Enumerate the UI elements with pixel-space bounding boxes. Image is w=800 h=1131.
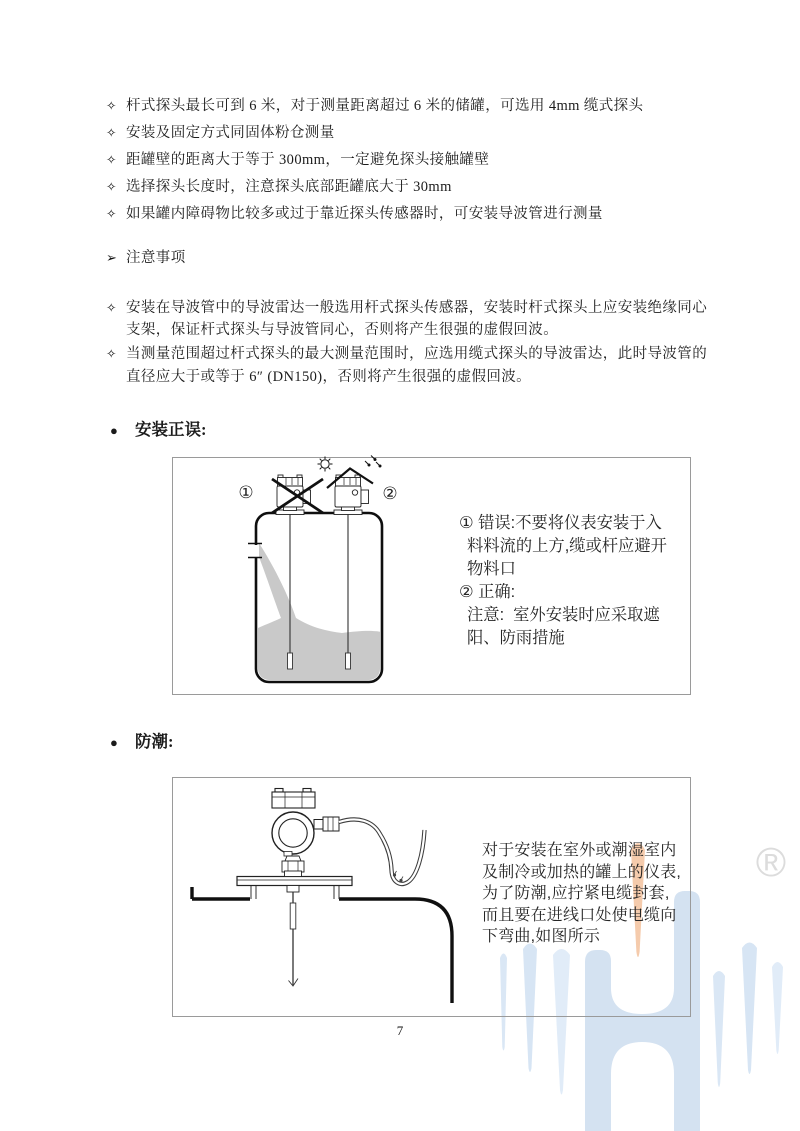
section-heading-moisture	[110, 728, 174, 752]
bullet-item	[106, 121, 335, 142]
diamond-bullet-icon: ✧	[106, 347, 117, 361]
annotation-line: 注意: 室外安装时应采取遮	[467, 606, 660, 624]
watermark-bar	[772, 962, 783, 1054]
bullet-text: 安装及固定方式同固体粉仓测量	[126, 125, 335, 141]
bullet-text: 选择探头长度时，注意探头底部距罐底大于 30mm	[126, 179, 452, 195]
bullet-item	[106, 175, 452, 196]
install-diagram-annotation	[459, 512, 667, 650]
annotation-line: ② 正确:	[459, 583, 516, 601]
watermark-bar	[742, 943, 757, 1075]
annotation-line: 阳、防雨措施	[467, 629, 565, 647]
probe-sleeve	[290, 903, 296, 929]
bullet-text: 距罐壁的距离大于等于 300mm，一定避免探头接触罐壁	[126, 152, 490, 168]
annotation-line: 料料流的上方,缆或杆应避开	[467, 537, 667, 555]
bullet-text: 支架，保证杆式探头与导波管同心，否则将产生很强的虚假回波。	[126, 322, 559, 338]
bullet-item	[106, 342, 707, 363]
diamond-bullet-icon: ✧	[106, 207, 117, 221]
annotation-line: 下弯曲,如图所示	[482, 928, 601, 945]
flange-plate	[237, 877, 352, 886]
section-heading-install	[110, 416, 207, 440]
annotation-line: 为了防潮,应拧紧电缆封套,	[482, 885, 670, 902]
transmitter-housing	[272, 789, 339, 877]
probe-tip	[346, 653, 351, 669]
inlet-gap	[254, 545, 259, 557]
annotation-line: 而且要在进线口处使电缆向	[482, 906, 677, 924]
bullet-item	[106, 296, 707, 317]
arrow-bullet-icon: ➢	[106, 250, 118, 265]
bullet-item	[106, 202, 603, 223]
watermark-bar	[713, 971, 725, 1087]
bullet-item	[106, 94, 643, 115]
label-wrong-number: ①	[238, 483, 254, 502]
probe-connector	[287, 886, 299, 893]
bullet-text: 直径应大于或等于 6″ (DN150)，否则将产生很强的虚假回波。	[126, 369, 532, 385]
bullet-item	[106, 148, 489, 169]
bullet-text: 当测量范围超过杆式探头的最大测量范围时，应选用缆式探头的导波雷达，此时导波管的	[126, 346, 708, 362]
moisture-diagram-annotation	[482, 840, 681, 948]
dot-bullet-icon: ●	[110, 735, 118, 750]
registered-trademark-icon: ®	[755, 839, 787, 885]
notes-heading	[106, 246, 186, 267]
label-right-number: ②	[382, 484, 398, 503]
diamond-bullet-icon: ✧	[106, 99, 117, 113]
rain-icon	[365, 456, 381, 468]
bullet-text: 如果罐内障碍物比较多或过于靠近探头传感器时，可安装导波管进行测量	[126, 206, 603, 222]
diamond-bullet-icon: ✧	[106, 301, 117, 315]
transmitter-right	[335, 475, 369, 511]
annotation-line: 对于安装在室外或潮湿室内	[482, 842, 677, 859]
sun-icon	[318, 457, 333, 472]
bullet-text: 杆式探头最长可到 6 米，对于测量距离超过 6 米的储罐，可选用 4mm 缆式探头	[126, 98, 644, 114]
bullet-text-continued	[126, 318, 558, 339]
annotation-line: 物料口	[467, 560, 516, 578]
material-fill	[258, 543, 382, 681]
page-number: 7	[396, 1023, 404, 1038]
annotation-line: ① 错误:不要将仪表安装于入	[459, 514, 662, 532]
notes-title: 注意事项	[126, 250, 186, 266]
diamond-bullet-icon: ✧	[106, 180, 117, 194]
cable	[339, 819, 425, 883]
cable-core	[339, 819, 425, 883]
probe-tip	[288, 653, 293, 669]
bullet-text-continued	[126, 365, 531, 386]
dot-bullet-icon: ●	[110, 423, 118, 438]
tank-roof-outline	[192, 887, 452, 1003]
section-title: 安装正误:	[135, 420, 207, 439]
annotation-line: 及制冷或加热的罐上的仪表,	[482, 863, 682, 881]
section-title: 防潮:	[135, 732, 174, 751]
diamond-bullet-icon: ✧	[106, 153, 117, 167]
diamond-bullet-icon: ✧	[106, 126, 117, 140]
bullet-text: 安装在导波管中的导波雷达一般选用杆式探头传感器，安装时杆式探头上应安装绝缘同心	[126, 300, 708, 316]
